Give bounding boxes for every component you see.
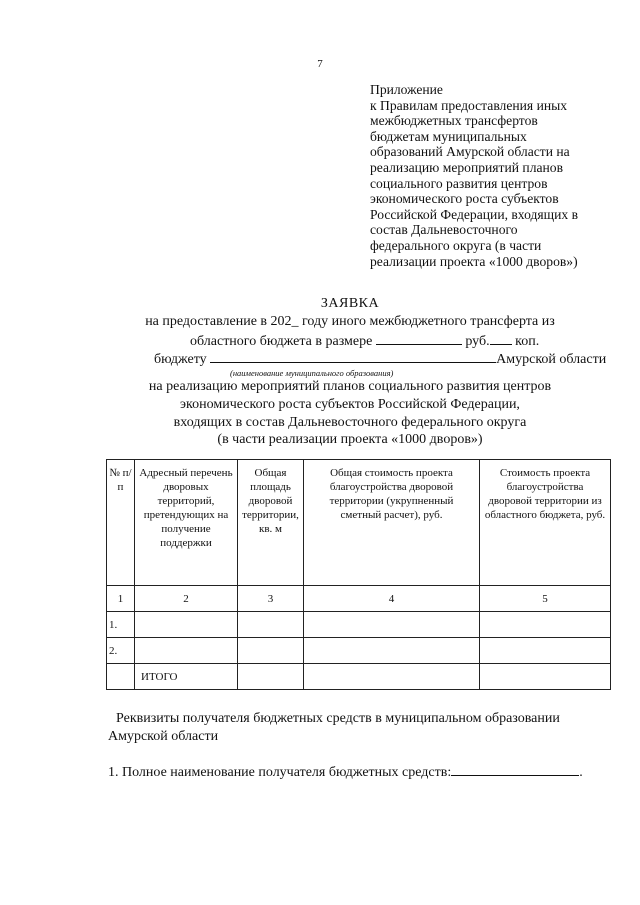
- amount-kop-blank[interactable]: [490, 332, 512, 345]
- amur-region-label: Амурской области: [496, 352, 607, 367]
- form-line-1: на предоставление в 202_ году иного межбюджетного трансферта из: [145, 314, 555, 329]
- budget-label: бюджету: [154, 352, 207, 367]
- form-line-6: входящих в состав Дальневосточного федерального округа: [173, 415, 527, 430]
- table-cell[interactable]: [304, 664, 480, 690]
- recipient-name-end: .: [579, 765, 583, 780]
- appendix-line: экономического роста субъектов: [370, 191, 559, 207]
- territories-table: [106, 459, 611, 690]
- form-line-7: (в части реализации проекта «1000 дворов»): [217, 432, 483, 447]
- form-line-2: [190, 332, 539, 350]
- header-total-cost: Общая стоимость проекта благоустройства дворовой территории (укрупненный сметный расчет), руб.: [304, 460, 480, 586]
- table-cell[interactable]: [238, 612, 304, 638]
- table-cell: [107, 664, 135, 690]
- table-row: [107, 612, 611, 638]
- appendix-line: реализации проекта «1000 дворов»): [370, 253, 578, 269]
- page-number: 7: [317, 58, 323, 70]
- form-line-5: экономического роста субъектов Российской Федерации,: [180, 397, 520, 412]
- appendix-line: образований Амурской области на: [370, 144, 570, 160]
- appendix-line: федерального округа (в части: [370, 237, 542, 253]
- header-regional-cost: Стоимость проекта благоустройства дворовой территории из областного бюджета, руб.: [480, 460, 611, 586]
- kop-label: коп.: [515, 334, 540, 349]
- header-area: Общая площадь дворовой территории, кв. м: [238, 460, 304, 586]
- row-number: 2.: [107, 638, 135, 664]
- total-label: ИТОГО: [135, 664, 238, 690]
- appendix-line: к Правилам предоставления иных: [370, 97, 568, 113]
- column-number: 3: [238, 586, 304, 612]
- table-header-row: [107, 460, 611, 586]
- appendix-line: Российской Федерации, входящих в: [370, 206, 579, 222]
- form-line-2-label: областного бюджета в размере: [190, 334, 373, 349]
- form-line-4: на реализацию мероприятий планов социального развития центров: [148, 379, 552, 394]
- recipient-name-blank[interactable]: [451, 763, 579, 776]
- table-cell[interactable]: [135, 638, 238, 664]
- appendix-line: реализацию мероприятий планов: [370, 159, 564, 175]
- form-title: ЗАЯВКА: [320, 296, 380, 311]
- table-cell[interactable]: [480, 638, 611, 664]
- table-cell[interactable]: [135, 612, 238, 638]
- appendix-line: Приложение: [370, 82, 443, 97]
- table-row: [107, 638, 611, 664]
- table-cell[interactable]: [238, 638, 304, 664]
- table-cell[interactable]: [480, 612, 611, 638]
- table-number-row: [107, 586, 611, 612]
- appendix-line: межбюджетных трансфертов: [370, 113, 538, 129]
- column-number: 5: [480, 586, 611, 612]
- table-cell[interactable]: [480, 664, 611, 690]
- appendix-line: состав Дальневосточного: [370, 222, 518, 238]
- appendix-line: социального развития центров: [370, 175, 548, 191]
- header-address-list: Адресный перечень дворовых территорий, претендующих на получение поддержки: [135, 460, 238, 586]
- table-cell[interactable]: [304, 638, 480, 664]
- requisites-item-1: [108, 763, 583, 781]
- requisites-heading-1: Реквизиты получателя бюджетных средств в муниципальном образовании: [116, 711, 560, 726]
- header-number: № п/п: [107, 460, 135, 586]
- table-cell[interactable]: [304, 612, 480, 638]
- municipality-name-blank[interactable]: [210, 350, 496, 363]
- rub-label: руб.: [465, 334, 490, 349]
- row-number: 1.: [107, 612, 135, 638]
- table-cell[interactable]: [238, 664, 304, 690]
- appendix-line: бюджетам муниципальных: [370, 128, 527, 144]
- form-line-3: [154, 350, 606, 368]
- column-number: 2: [135, 586, 238, 612]
- column-number: 1: [107, 586, 135, 612]
- appendix-block: [370, 82, 620, 269]
- amount-rub-blank[interactable]: [376, 332, 462, 345]
- column-number: 4: [304, 586, 480, 612]
- municipality-name-note: (наименование муниципального образования): [230, 368, 394, 378]
- table-total-row: [107, 664, 611, 690]
- requisites-heading-2: Амурской области: [108, 729, 219, 744]
- recipient-name-label: 1. Полное наименование получателя бюджетных средств:: [108, 765, 452, 780]
